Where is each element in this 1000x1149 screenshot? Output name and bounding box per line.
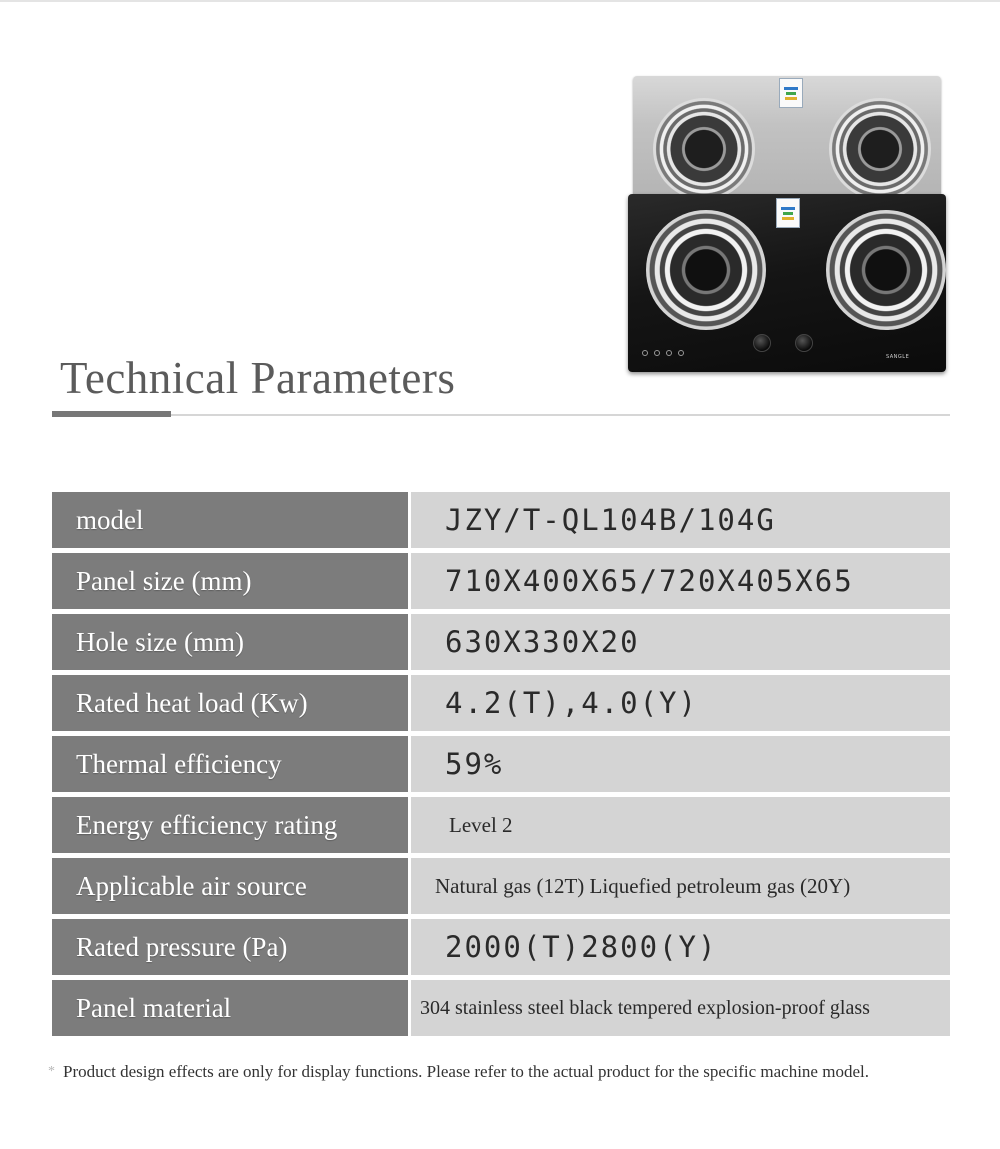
top-border bbox=[0, 0, 1000, 2]
param-value: JZY/T-QL104B/104G bbox=[411, 492, 950, 548]
brand-logo: SANGLE bbox=[886, 354, 910, 360]
asterisk-icon: * bbox=[48, 1064, 55, 1079]
burner-right bbox=[829, 98, 931, 200]
param-value: 304 stainless steel black tempered explosion-proof glass bbox=[411, 980, 950, 1036]
page-title: Technical Parameters bbox=[60, 353, 456, 403]
table-row bbox=[52, 614, 950, 670]
burner-left bbox=[653, 98, 755, 200]
control-knob-right bbox=[795, 334, 813, 352]
param-value: 59% bbox=[411, 736, 950, 792]
param-label: Hole size (mm) bbox=[52, 614, 408, 670]
energy-label-icon bbox=[779, 78, 803, 108]
table-row bbox=[52, 736, 950, 792]
param-label: Applicable air source bbox=[52, 858, 408, 914]
param-value: 4.2(T),4.0(Y) bbox=[411, 675, 950, 731]
param-value: Natural gas (12T) Liquefied petroleum gas (20Y) bbox=[411, 858, 950, 914]
control-knob-left bbox=[753, 334, 771, 352]
param-value: Level 2 bbox=[411, 797, 950, 853]
burner-left bbox=[646, 210, 766, 330]
title-accent-bar bbox=[52, 411, 171, 417]
param-label: model bbox=[52, 492, 408, 548]
table-row bbox=[52, 492, 950, 548]
param-label: Panel size (mm) bbox=[52, 553, 408, 609]
title-divider bbox=[52, 414, 950, 416]
param-label: Panel material bbox=[52, 980, 408, 1036]
param-value: 630X330X20 bbox=[411, 614, 950, 670]
disclaimer-footnote bbox=[48, 1062, 968, 1082]
indicator-dot bbox=[678, 350, 684, 356]
product-image-gas-hobs bbox=[626, 74, 948, 376]
indicator-dot bbox=[642, 350, 648, 356]
table-row bbox=[52, 675, 950, 731]
energy-label-icon bbox=[776, 198, 800, 228]
black-glass-hob bbox=[628, 194, 946, 372]
param-value: 710X400X65/720X405X65 bbox=[411, 553, 950, 609]
table-row bbox=[52, 797, 950, 853]
stainless-steel-hob bbox=[633, 76, 941, 198]
burner-right bbox=[826, 210, 946, 330]
disclaimer-text: Product design effects are only for display functions. Please refer to the actual product for the specific machine model. bbox=[63, 1062, 869, 1081]
indicator-dot bbox=[654, 350, 660, 356]
table-row bbox=[52, 858, 950, 914]
param-label: Energy efficiency rating bbox=[52, 797, 408, 853]
table-row bbox=[52, 980, 950, 1036]
table-row bbox=[52, 919, 950, 975]
param-label: Rated pressure (Pa) bbox=[52, 919, 408, 975]
table-row bbox=[52, 553, 950, 609]
param-label: Thermal efficiency bbox=[52, 736, 408, 792]
param-value: 2000(T)2800(Y) bbox=[411, 919, 950, 975]
param-label: Rated heat load (Kw) bbox=[52, 675, 408, 731]
indicator-dot bbox=[666, 350, 672, 356]
